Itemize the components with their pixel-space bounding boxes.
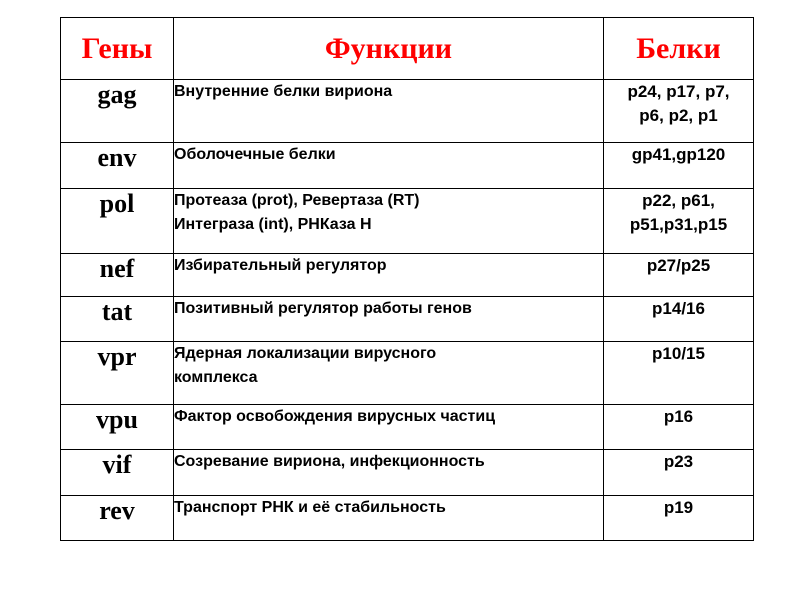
protein-text: p10/15 (652, 344, 705, 363)
function-text: Созревание вириона, инфекционность (174, 453, 485, 470)
protein-cell (604, 189, 754, 254)
protein-text: p19 (663, 498, 694, 517)
table-row (61, 189, 754, 254)
table-row (61, 496, 754, 541)
header-row (61, 18, 754, 80)
function-text: Внутренние белки вириона (174, 83, 393, 100)
gene-cell: env (61, 143, 174, 189)
table-row (61, 342, 754, 405)
function-cell (174, 143, 604, 189)
protein-cell (604, 143, 754, 189)
function-cell (174, 450, 604, 496)
gene-cell: vpr (61, 342, 174, 405)
protein-text: p22, p61, (642, 191, 715, 210)
gene-cell: nef (61, 254, 174, 297)
table-row (61, 405, 754, 450)
function-text: Фактор освобождения вирусных частиц (174, 408, 496, 425)
protein-cell (604, 342, 754, 405)
genes-table (60, 17, 754, 541)
function-cell (174, 80, 604, 143)
protein-cell (604, 254, 754, 297)
function-text: Позитивный регулятор работы генов (174, 300, 472, 317)
table-row (61, 297, 754, 342)
function-cell (174, 297, 604, 342)
table-row (61, 143, 754, 189)
function-cell (174, 189, 604, 254)
function-text: Избирательный регулятор (174, 257, 387, 274)
protein-text: p23 (663, 452, 694, 471)
gene-cell: vpu (61, 405, 174, 450)
function-cell (174, 254, 604, 297)
protein-cell (604, 450, 754, 496)
function-text: комплекса (174, 369, 258, 386)
function-text: Ядерная локализации вирусного (174, 345, 437, 362)
table-row (61, 80, 754, 143)
protein-cell (604, 405, 754, 450)
protein-cell (604, 80, 754, 143)
protein-text: gp41,gp120 (631, 145, 726, 164)
function-text: Транспорт РНК и её стабильность (174, 499, 446, 516)
function-text: Интеграза (int), РНКаза H (174, 216, 372, 233)
protein-text: p27/p25 (646, 256, 711, 275)
protein-text: p51,p31,p15 (629, 215, 728, 234)
protein-cell (604, 297, 754, 342)
table-row (61, 254, 754, 297)
protein-text: p14/16 (652, 299, 705, 318)
gene-cell: vif (61, 450, 174, 496)
gene-cell: rev (61, 496, 174, 541)
protein-text: p6, p2, p1 (639, 106, 718, 125)
header-genes: Гены (61, 18, 174, 80)
function-cell (174, 405, 604, 450)
gene-cell: tat (61, 297, 174, 342)
protein-text: p24, p17, p7, (627, 82, 730, 101)
gene-cell: gag (61, 80, 174, 143)
table-row (61, 450, 754, 496)
header-proteins: Белки (604, 18, 754, 80)
function-cell (174, 496, 604, 541)
header-functions: Функции (174, 18, 604, 80)
function-text: Протеаза (prot), Ревертаза (RT) (174, 192, 420, 209)
function-text: Оболочечные белки (174, 146, 336, 163)
protein-text: p16 (663, 407, 694, 426)
gene-cell: pol (61, 189, 174, 254)
function-cell (174, 342, 604, 405)
protein-cell (604, 496, 754, 541)
